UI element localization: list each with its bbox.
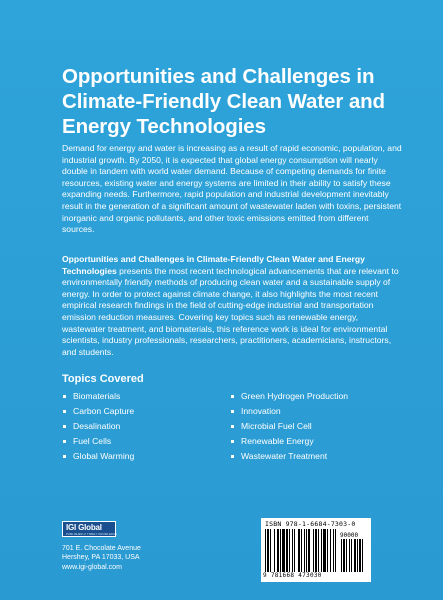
barcode-bar (318, 529, 319, 572)
description-book-title: Opportunities and Challenges in Climate-Friendly Clean Water and Energy Technologies (62, 254, 365, 276)
barcode-bar (333, 529, 334, 572)
isbn-text: ISBN 978-1-6684-7303-0 (265, 520, 356, 528)
barcode-bar (335, 529, 336, 572)
barcode-addon-bar (362, 539, 363, 572)
topic-item: Biomaterials (62, 389, 134, 404)
barcode-bar (330, 529, 331, 572)
publisher-logo (62, 521, 116, 537)
topic-item: Desalination (62, 419, 134, 434)
barcode-bar (321, 529, 322, 572)
barcode-bar (294, 529, 295, 572)
topic-item: Renewable Energy (230, 434, 348, 449)
barcode-bar (308, 529, 310, 572)
topic-item: Green Hydrogen Production (230, 389, 348, 404)
barcode-addon-bar (351, 539, 352, 572)
barcode-bar (315, 529, 317, 572)
topic-item: Global Warming (62, 449, 134, 464)
address-line-2: Hershey, PA 17033, USA (62, 554, 140, 562)
barcode-bar (289, 529, 290, 572)
barcode-bar (327, 529, 328, 572)
description-paragraph-2 (62, 254, 402, 358)
topic-item: Fuel Cells (62, 434, 134, 449)
barcode-bar (270, 529, 271, 572)
barcode-bar (286, 529, 288, 572)
isbn-barcode (261, 518, 371, 582)
topic-item: Carbon Capture (62, 404, 134, 419)
publisher-address (62, 544, 141, 572)
barcode-bar (292, 529, 293, 572)
barcode-addon-bar (346, 539, 347, 572)
topic-item: Wastewater Treatment (230, 449, 348, 464)
barcode-bar (301, 529, 302, 572)
barcode-bar (313, 529, 314, 572)
topics-heading: Topics Covered (62, 373, 144, 385)
publisher-logo-tagline: PUBLISHER of TIMELY KNOWLEDGE (66, 532, 118, 536)
barcode-addon-bar (354, 539, 356, 572)
topic-item: Innovation (230, 404, 348, 419)
barcode-addon-bar (357, 539, 358, 572)
barcode-addon-bar (349, 539, 350, 572)
publisher-website: www.igi-global.com (62, 563, 122, 571)
barcode-bar (323, 529, 326, 572)
barcode-bar (274, 529, 275, 572)
topics-list-right (230, 389, 348, 464)
barcode-bar (265, 529, 266, 572)
barcode-bar (277, 529, 279, 572)
publisher-logo-text: IGI Global (66, 523, 102, 532)
address-line-1: 701 E. Chocolate Avenue (62, 545, 141, 552)
barcode-bar (298, 529, 300, 572)
barcode-price-code: 90000 (340, 532, 359, 539)
description-paragraph-2-text: presents the most recent technological advancements that are relevant to environmentally friendly methods of producing clean water and a sustainable supply of energy. In order to protect against climate change, it also highlights the most recent empirical research findings in the field of cutting-edge industrial and transportation emission reduction measures. Covering key topics such as renewable energy, wastewater treatment, and biomaterials, this reference work is ideal for environmental scientists, industry professionals, researchers, practitioners, academicians, instructors, and students. (62, 265, 399, 357)
description-paragraph-1: Demand for energy and water is increasing as a result of rapid economic, population, and industrial growth. By 2050, it is expected that global energy consumption will nearly double in tandem with world water demand. Because of competing demands for finite resources, existing water and energy systems are limited in their ability to satisfy these expanding needs. Furthermore, rapid population and industrial development inevitably result in the generation of a significant amount of wastewater laden with toxins, persistent inorganic and organic pollutants, and other toxic emissions emitted from different sources. (62, 143, 402, 235)
barcode-addon-bar (341, 539, 342, 572)
barcode-bar (306, 529, 307, 572)
topic-item: Microbial Fuel Cell (230, 419, 348, 434)
topics-list-left (62, 389, 134, 464)
barcode-bar (304, 529, 305, 572)
barcode-number: 9 781668 473030 (263, 572, 322, 579)
book-title: Opportunities and Challenges in Climate-Friendly Clean Water and Energy Technologies (62, 65, 385, 138)
barcode-bar (282, 529, 285, 572)
barcode-bar (280, 529, 281, 572)
barcode-bar (267, 529, 269, 572)
barcode-addon-bar (343, 539, 345, 572)
barcode-addon-bar (359, 539, 361, 572)
